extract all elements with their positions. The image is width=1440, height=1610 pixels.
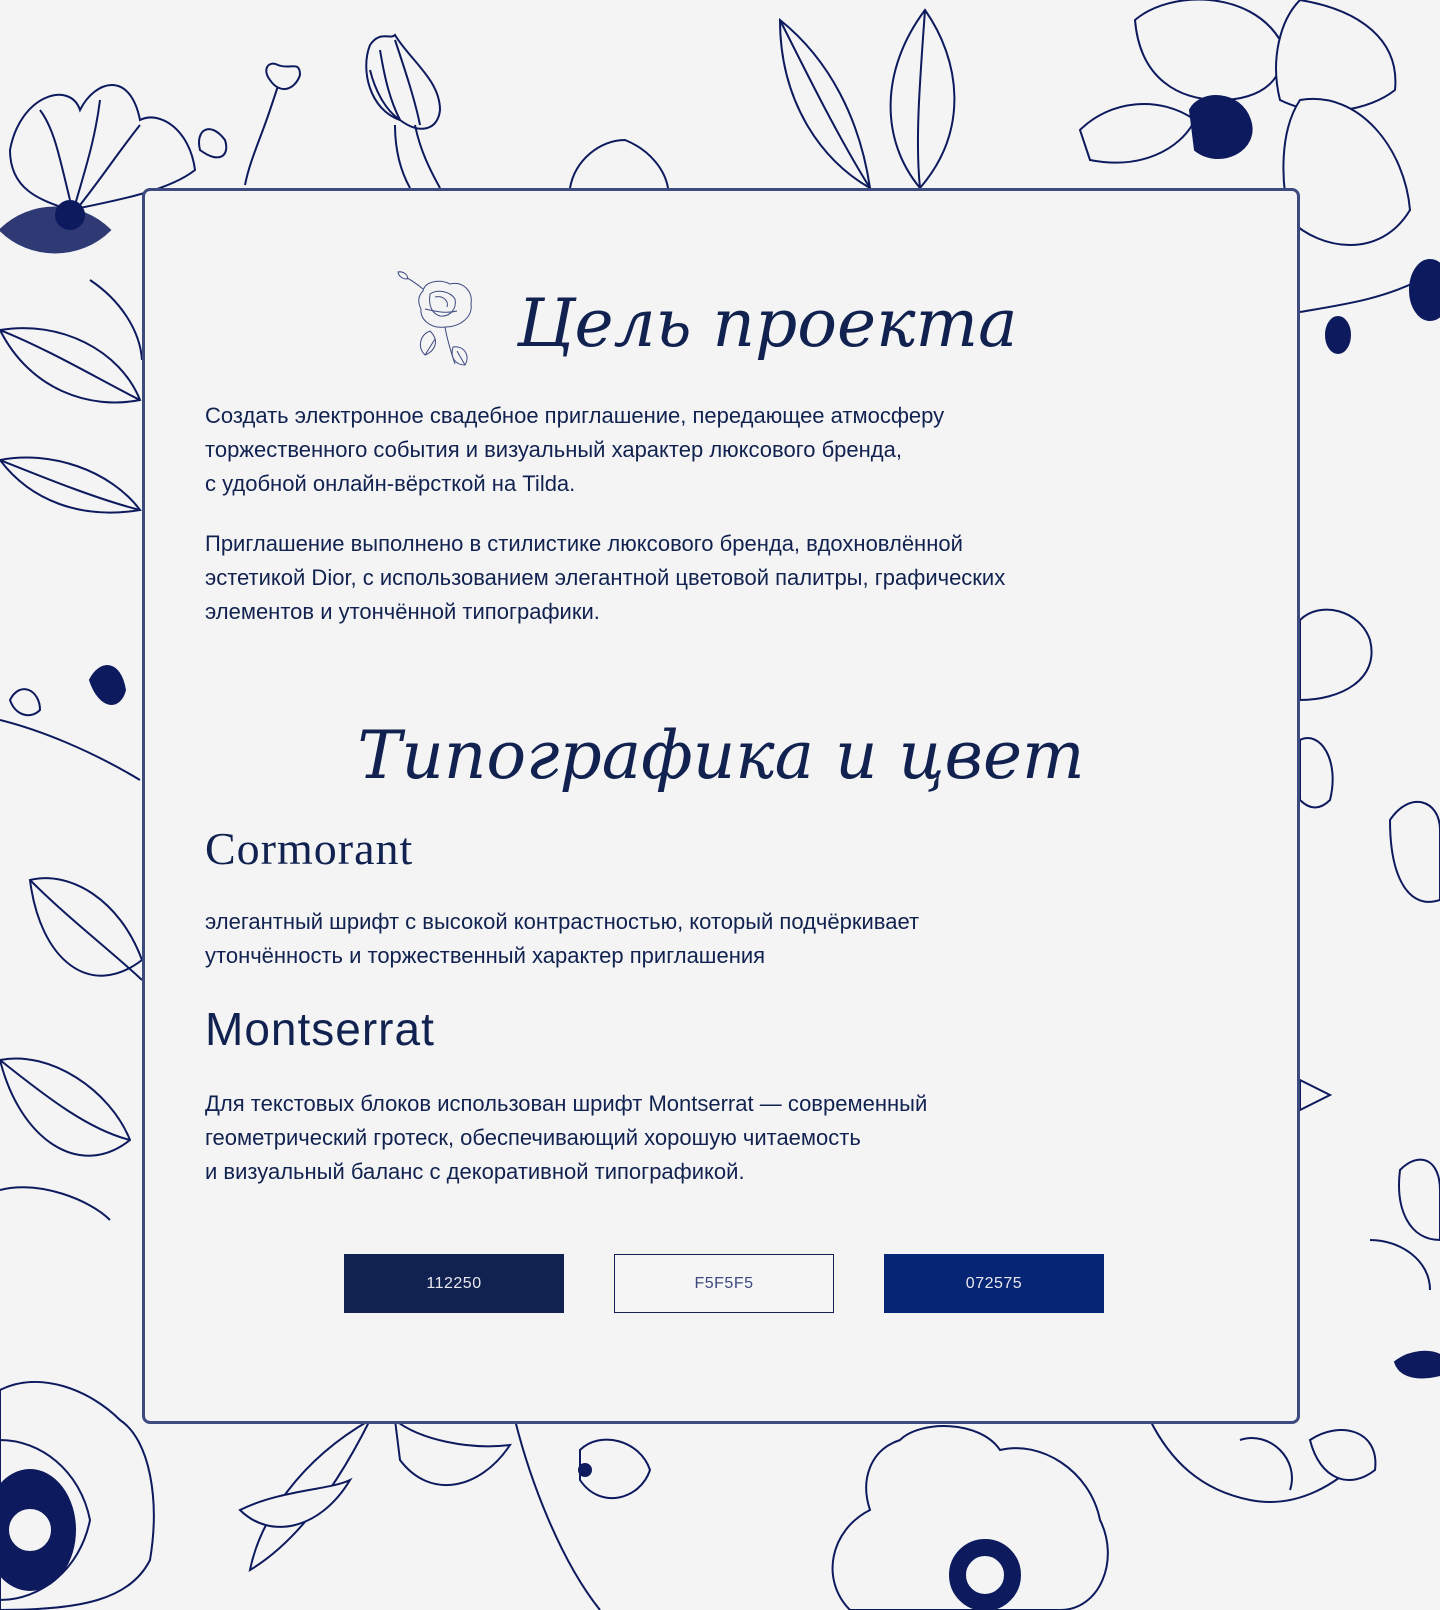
tulip-bud-icon — [366, 35, 440, 188]
cormorant-description: элегантный шрифт с высокой контрастностью, который подчёркивает утончённость и торжественный характер приглашения — [205, 909, 920, 968]
montserrat-description: Для текстовых блоков использован шрифт Montserrat — современный геометрический гротеск, обеспечивающий хорошую читаемость и визуальный баланс с декоративной типографикой. — [205, 1091, 928, 1184]
left-foliage-icon — [0, 280, 142, 1220]
color-swatch-112250: 112250 — [344, 1254, 564, 1313]
project-goal-paragraph-1: Создать электронное свадебное приглашение, передающее атмосферу торжественного события и визуальный характер люксового бренда, с удобной онлайн-вёрсткой на Tilda. — [205, 403, 945, 496]
project-goal-paragraph-2: Приглашение выполнено в стилистике люксового бренда, вдохновлённой эстетикой Dior, с использованием элегантной цветовой палитры, графических элементов и утончённой типографики. — [205, 531, 1006, 624]
typography-color-title: Типографика и цвет — [357, 717, 1085, 794]
anemone-flower-icon — [833, 1420, 1376, 1610]
font-name-montserrat: Montserrat — [205, 1003, 435, 1055]
project-goal-title: Цель проекта — [517, 285, 1018, 362]
peony-flower-icon — [0, 1382, 154, 1610]
bud-branch-icon — [199, 64, 300, 185]
rose-sketch-icon — [395, 269, 485, 374]
font-name-cormorant: Cormorant — [205, 823, 414, 874]
bottom-foliage-icon — [240, 1420, 650, 1610]
color-swatch-f5f5f5: F5F5F5 — [614, 1254, 834, 1313]
project-card — [142, 188, 1300, 1424]
leaves-icon — [780, 10, 954, 188]
right-foliage-icon — [1300, 610, 1440, 1378]
project-goal-header — [145, 279, 1297, 389]
color-palette — [344, 1254, 1104, 1313]
color-swatch-072575: 072575 — [884, 1254, 1104, 1313]
